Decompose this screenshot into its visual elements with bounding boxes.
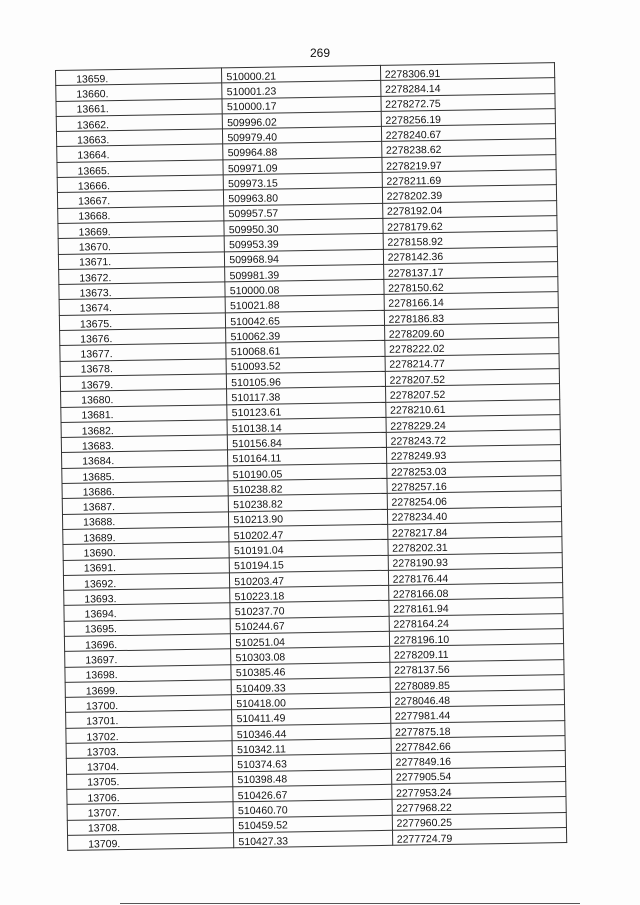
y-coordinate-cell: 2278190.93 [388, 552, 563, 570]
point-id-cell: 13684. [62, 450, 229, 468]
point-id-cell: 13688. [62, 511, 229, 529]
y-coordinate-cell: 2278164.24 [389, 613, 564, 631]
point-id-cell: 13686. [62, 481, 229, 499]
x-coordinate-cell: 510190.05 [228, 463, 387, 481]
y-coordinate-cell: 2278306.91 [380, 63, 555, 81]
x-coordinate-cell: 510001.23 [222, 81, 381, 99]
x-coordinate-cell: 510385.46 [231, 662, 390, 680]
y-coordinate-cell: 2277842.66 [391, 736, 566, 754]
point-id-cell: 13692. [63, 573, 230, 591]
x-coordinate-cell: 510409.33 [231, 677, 390, 695]
point-id-cell: 13703. [66, 741, 233, 759]
x-coordinate-cell: 509950.30 [224, 218, 383, 236]
x-coordinate-cell: 510303.08 [231, 647, 390, 665]
y-coordinate-cell: 2278249.93 [386, 445, 561, 463]
point-id-cell: 13694. [64, 603, 231, 621]
x-coordinate-cell: 509963.80 [224, 188, 383, 206]
y-coordinate-cell: 2278166.14 [384, 292, 559, 310]
y-coordinate-cell: 2277724.79 [392, 827, 567, 845]
y-coordinate-cell: 2278238.62 [381, 139, 556, 157]
y-coordinate-cell: 2278234.40 [387, 506, 562, 524]
point-id-cell: 13668. [58, 206, 225, 224]
point-id-cell: 13671. [58, 251, 225, 269]
x-coordinate-cell: 509957.57 [224, 203, 383, 221]
x-coordinate-cell: 510000.21 [222, 65, 381, 83]
x-coordinate-cell: 509964.88 [223, 142, 382, 160]
y-coordinate-cell: 2278211.69 [382, 170, 557, 188]
y-coordinate-cell: 2278161.94 [389, 598, 564, 616]
x-coordinate-cell: 510427.33 [234, 830, 393, 848]
point-id-cell: 13678. [60, 358, 227, 376]
x-coordinate-cell: 510238.82 [229, 494, 388, 512]
x-coordinate-cell: 509979.40 [223, 127, 382, 145]
x-coordinate-cell: 510093.52 [226, 356, 385, 374]
y-coordinate-cell: 2278219.97 [382, 154, 557, 172]
x-coordinate-cell: 510105.96 [227, 371, 386, 389]
point-id-cell: 13681. [61, 404, 228, 422]
bottom-divider [120, 903, 580, 904]
y-coordinate-cell: 2277875.18 [390, 720, 565, 738]
y-coordinate-cell: 2278229.24 [386, 414, 561, 432]
x-coordinate-cell: 510117.38 [227, 387, 386, 405]
x-coordinate-cell: 510042.65 [226, 310, 385, 328]
point-id-cell: 13659. [56, 68, 223, 86]
x-coordinate-cell: 510238.82 [228, 478, 387, 496]
y-coordinate-cell: 2277849.16 [391, 751, 566, 769]
x-coordinate-cell: 509973.15 [223, 172, 382, 190]
y-coordinate-cell: 2278179.62 [383, 216, 558, 234]
y-coordinate-cell: 2278186.83 [384, 307, 559, 325]
point-id-cell: 13699. [65, 680, 232, 698]
x-coordinate-cell: 510426.67 [233, 784, 392, 802]
point-id-cell: 13679. [60, 374, 227, 392]
y-coordinate-cell: 2278256.19 [381, 109, 556, 127]
point-id-cell: 13687. [62, 496, 229, 514]
x-coordinate-cell: 510000.08 [225, 280, 384, 298]
y-coordinate-cell: 2278150.62 [384, 277, 559, 295]
y-coordinate-cell: 2278207.52 [385, 384, 560, 402]
y-coordinate-cell: 2277953.24 [391, 782, 566, 800]
y-coordinate-cell: 2277960.25 [392, 812, 567, 830]
point-id-cell: 13683. [61, 435, 228, 453]
coordinates-table-wrapper [55, 62, 587, 851]
y-coordinate-cell: 2278137.17 [383, 261, 558, 279]
x-coordinate-cell: 510418.00 [232, 692, 391, 710]
x-coordinate-cell: 510194.15 [229, 555, 388, 573]
y-coordinate-cell: 2278210.61 [385, 399, 560, 417]
point-id-cell: 13709. [68, 833, 235, 851]
y-coordinate-cell: 2278192.04 [382, 200, 557, 218]
point-id-cell: 13685. [62, 466, 229, 484]
point-id-cell: 13675. [59, 313, 226, 331]
point-id-cell: 13666. [57, 175, 224, 193]
x-coordinate-cell: 510203.47 [230, 570, 389, 588]
x-coordinate-cell: 510374.63 [233, 754, 392, 772]
point-id-cell: 13689. [63, 527, 230, 545]
x-coordinate-cell: 509996.02 [223, 111, 382, 129]
x-coordinate-cell: 510342.11 [232, 738, 391, 756]
y-coordinate-cell: 2278176.44 [388, 567, 563, 585]
y-coordinate-cell: 2277968.22 [392, 797, 567, 815]
x-coordinate-cell: 510164.11 [228, 448, 387, 466]
y-coordinate-cell: 2278137.56 [390, 659, 565, 677]
point-id-cell: 13662. [56, 114, 223, 132]
point-id-cell: 13674. [59, 297, 226, 315]
x-coordinate-cell: 510223.18 [230, 585, 389, 603]
y-coordinate-cell: 2278209.11 [389, 644, 564, 662]
x-coordinate-cell: 509971.09 [223, 157, 382, 175]
y-coordinate-cell: 2278217.84 [387, 522, 562, 540]
point-id-cell: 13673. [59, 282, 226, 300]
point-id-cell: 13663. [56, 129, 223, 147]
x-coordinate-cell: 510411.49 [232, 708, 391, 726]
point-id-cell: 13698. [65, 664, 232, 682]
y-coordinate-cell: 2278158.92 [383, 231, 558, 249]
point-id-cell: 13676. [60, 328, 227, 346]
y-coordinate-cell: 2278207.52 [385, 369, 560, 387]
x-coordinate-cell: 510202.47 [229, 524, 388, 542]
x-coordinate-cell: 510191.04 [229, 540, 388, 558]
point-id-cell: 13660. [56, 83, 223, 101]
point-id-cell: 13677. [60, 343, 227, 361]
x-coordinate-cell: 509953.39 [224, 234, 383, 252]
point-id-cell: 13697. [65, 649, 232, 667]
point-id-cell: 13708. [67, 817, 234, 835]
point-id-cell: 13707. [67, 802, 234, 820]
x-coordinate-cell: 510213.90 [229, 509, 388, 527]
y-coordinate-cell: 2278272.75 [381, 93, 556, 111]
y-coordinate-cell: 2278253.03 [386, 460, 561, 478]
x-coordinate-cell: 510021.88 [225, 295, 384, 313]
coordinates-table [55, 62, 567, 851]
point-id-cell: 13695. [64, 618, 231, 636]
y-coordinate-cell: 2278243.72 [386, 430, 561, 448]
y-coordinate-cell: 2278240.67 [381, 124, 556, 142]
point-id-cell: 13664. [57, 144, 224, 162]
page-number: 269 [309, 46, 331, 60]
x-coordinate-cell: 510460.70 [233, 800, 392, 818]
point-id-cell: 13672. [59, 267, 226, 285]
x-coordinate-cell: 510237.70 [230, 601, 389, 619]
x-coordinate-cell: 510244.67 [230, 616, 389, 634]
y-coordinate-cell: 2278257.16 [387, 476, 562, 494]
x-coordinate-cell: 510398.48 [233, 769, 392, 787]
point-id-cell: 13701. [66, 710, 233, 728]
x-coordinate-cell: 509968.94 [225, 249, 384, 267]
point-id-cell: 13682. [61, 420, 228, 438]
point-id-cell: 13705. [67, 771, 234, 789]
point-id-cell: 13696. [64, 634, 231, 652]
x-coordinate-cell: 510062.39 [226, 325, 385, 343]
point-id-cell: 13661. [56, 98, 223, 116]
x-coordinate-cell: 510459.52 [234, 815, 393, 833]
y-coordinate-cell: 2278214.77 [385, 353, 560, 371]
point-id-cell: 13706. [67, 787, 234, 805]
x-coordinate-cell: 510000.17 [222, 96, 381, 114]
y-coordinate-cell: 2278284.14 [380, 78, 555, 96]
point-id-cell: 13704. [66, 756, 233, 774]
point-id-cell: 13665. [57, 160, 224, 178]
point-id-cell: 13670. [58, 236, 225, 254]
point-id-cell: 13702. [66, 726, 233, 744]
x-coordinate-cell: 509981.39 [225, 264, 384, 282]
point-id-cell: 13700. [65, 695, 232, 713]
y-coordinate-cell: 2277981.44 [390, 705, 565, 723]
x-coordinate-cell: 510123.61 [227, 402, 386, 420]
point-id-cell: 13690. [63, 542, 230, 560]
point-id-cell: 13680. [61, 389, 228, 407]
y-coordinate-cell: 2278202.31 [388, 537, 563, 555]
x-coordinate-cell: 510156.84 [228, 432, 387, 450]
y-coordinate-cell: 2278166.08 [388, 583, 563, 601]
point-id-cell: 13691. [63, 557, 230, 575]
x-coordinate-cell: 510251.04 [231, 631, 390, 649]
coordinates-table-body [56, 63, 567, 851]
y-coordinate-cell: 2278089.85 [390, 674, 565, 692]
x-coordinate-cell: 510068.61 [226, 341, 385, 359]
y-coordinate-cell: 2278196.10 [389, 629, 564, 647]
point-id-cell: 13669. [58, 221, 225, 239]
point-id-cell: 13693. [64, 588, 231, 606]
y-coordinate-cell: 2278209.60 [384, 323, 559, 341]
y-coordinate-cell: 2277905.54 [391, 766, 566, 784]
y-coordinate-cell: 2278254.06 [387, 491, 562, 509]
y-coordinate-cell: 2278046.48 [390, 690, 565, 708]
x-coordinate-cell: 510138.14 [227, 417, 386, 435]
y-coordinate-cell: 2278202.39 [382, 185, 557, 203]
y-coordinate-cell: 2278142.36 [383, 246, 558, 264]
x-coordinate-cell: 510346.44 [232, 723, 391, 741]
y-coordinate-cell: 2278222.02 [384, 338, 559, 356]
point-id-cell: 13667. [57, 190, 224, 208]
